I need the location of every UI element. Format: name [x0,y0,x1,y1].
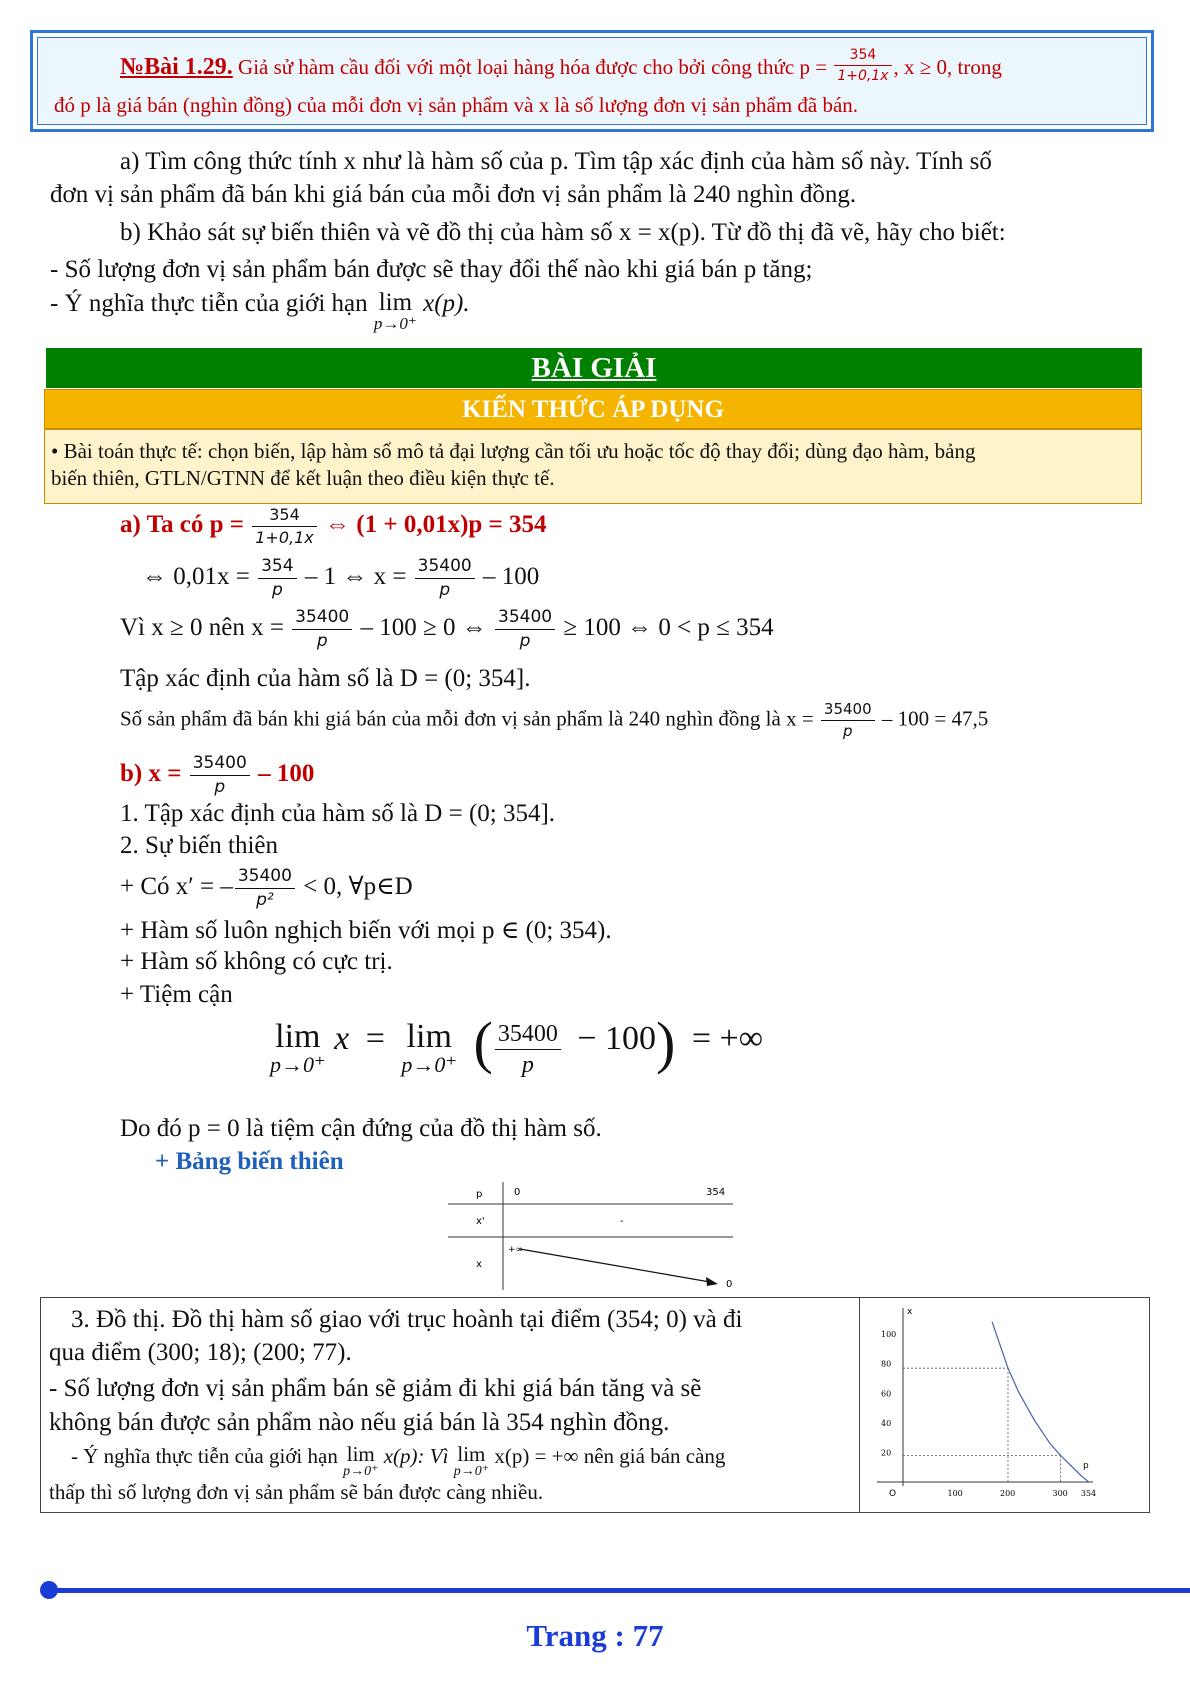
problem-line-2: đó p là giá bán (nghìn đồng) của mỗi đơn vị sản phẩm và x là số lượng đơn vị sản phẩm đã bán. [54,93,859,117]
bbt-p-start: 0 [514,1187,521,1198]
y-axis-label: x [907,1307,913,1317]
graph-text-3: - Số lượng đơn vị sản phẩm bán sẽ giảm đi khi giá bán tăng và sẽ [49,1375,702,1402]
solution-a-line-1: a) Ta có p = $\frac{354}{1+0,1x}$ ⇔ (1 + 0,01x)p = 354 [120,505,547,547]
bbt-title: + Bảng biến thiên [155,1148,344,1175]
knowledge-line-2: biến thiên, GTLN/GTNN để kết luận theo điều kiện thực tế. [51,466,555,490]
solution-a-line-3: Vì x ≥ 0 nên x = $\frac{35400}{p}$ – 100 ≥ 0 ⇔ $\frac{35400}{p}$ ≥ 100 ⇔ 0 < p ≤ 354 [120,607,774,651]
knowledge-box [44,429,1142,504]
solution-a-line-4: Tập xác định của hàm số là D = (0; 354]. [120,665,531,692]
solution-a-line-2: ⇔ 0,01x = $\frac{354}{p}$ – 1 ⇔ x = $\frac{35400}{p}$ – 100 [142,556,540,600]
x-tick-label: 354 [1080,1489,1097,1498]
solution-header: BÀI GIẢI [46,348,1142,388]
bbt-arrow [520,1249,710,1282]
origin-label: O [889,1489,897,1499]
graph-section [40,1297,1150,1513]
solution-b-step-6: + Tiệm cận [120,981,233,1008]
question-b-line-2: - Số lượng đơn vị sản phẩm bán được sẽ thay đổi thế nào khi giá bán p tăng; [50,256,813,283]
bbt-x-start: +∞ [508,1245,524,1255]
y-tick-label: 80 [881,1359,892,1369]
y-tick-label: 100 [881,1330,897,1340]
curve-point [1034,1419,1035,1420]
solution-b-step-2: 2. Sự biến thiên [120,832,278,859]
graph-text-2: qua điểm (300; 18); (200; 77). [49,1339,352,1366]
page-number: Trang : 77 [526,1618,664,1653]
x-tick-label: 300 [1052,1489,1068,1498]
solution-b-title: b) x = $\frac{35400}{p}$ – 100 [120,753,315,797]
curve-point [1070,1465,1071,1466]
graph-text-5: - Ý nghĩa thực tiễn của giới hạn lim p→0⁺ x(p): Vì lim p→0⁺ x(p) = +∞ nên giá bán càng [71,1442,726,1479]
curve-point [1018,1391,1019,1392]
curve-point [992,1322,993,1323]
y-tick-label: 60 [881,1389,892,1399]
curve-point [1081,1475,1082,1476]
bbt-arrow-head [706,1277,718,1286]
question-a-line-1: a) Tìm công thức tính x như là hàm số của p. Tìm tập xác định của hàm số này. Tính số [120,148,992,175]
solution-a-line-5: Số sản phẩm đã bán khi giá bán của mỗi đơn vị sản phẩm là 240 nghìn đồng là x = $\frac{35400}{p}$ – 100 = 47,5 [120,700,989,740]
curve-point [1007,1368,1008,1369]
graph-text-1: 3. Đồ thị. Đồ thị hàm số giao với trục hoành tại điểm (354; 0) và đi [71,1306,743,1333]
solution-b-derivative: + Có x′ = – $\frac{35400}{\text{p²}}$ < 0, ∀p∈D [120,866,413,910]
question-b-line-3: - Ý nghĩa thực tiễn của giới hạn lim p→0⁺ x(p). [50,289,470,333]
knowledge-line-1: • Bài toán thực tế: chọn biến, lập hàm số mô tả đại lượng cần tối ưu hoặc tốc độ thay đổi; dùng đạo hàm, bảng [51,439,976,463]
limit-formula: lim p→0⁺ x = lim p→0⁺ ( $\frac{35400}{p}$ − 100) = +∞ [270,1010,763,1078]
x-tick-label: 200 [1000,1489,1016,1498]
solution-b-step-1: 1. Tập xác định của hàm số là D = (0; 354]. [120,800,556,827]
curve-point [1060,1455,1061,1456]
limit-notation: lim p→0⁺ [373,289,417,333]
bbt-row-p: p [476,1189,483,1200]
x-axis-label: p [1083,1461,1089,1471]
function-graph [871,1304,1147,1508]
question-a-line-2: đơn vị sản phẩm đã bán khi giá bán của mỗi đơn vị sản phẩm là 240 nghìn đồng. [50,181,857,208]
bbt-x-end: 0 [726,1279,733,1290]
problem-box [30,30,1154,132]
y-tick-label: 40 [881,1418,892,1428]
bbt-sign: - [620,1216,624,1227]
graph-text-4: không bán được sản phẩm nào nếu giá bán là 354 nghìn đồng. [49,1409,670,1436]
question-b-line-1: b) Khảo sát sự biến thiên và vẽ đồ thị của hàm số x = x(p). Từ đồ thị đã vẽ, hãy cho biết: [120,219,1006,246]
y-tick-label: 20 [881,1448,892,1458]
curve-point [1088,1481,1089,1482]
asymptote-conclusion: Do đó p = 0 là tiệm cận đứng của đồ thị hàm số. [120,1115,602,1142]
solution-b-step-5: + Hàm số không có cực trị. [120,948,393,975]
problem-number: №Bài 1.29. [120,54,233,80]
problem-text-1b: , x ≥ 0, trong [893,55,1002,79]
bbt-p-end: 354 [706,1187,726,1198]
problem-line-1 [54,46,1002,84]
solution-b-step-4: + Hàm số luôn nghịch biến với mọi p ∈ (0; 354). [120,917,612,944]
problem-text-1: Giả sử hàm cầu đối với một loại hàng hóa được cho bởi công thức p = [238,55,833,79]
bbt-row-x: x [476,1259,482,1270]
problem-fraction: $\frac{354}{1+0,1x}$ [834,48,891,83]
bbt-row-xp: x' [476,1216,485,1227]
x-tick-label: 100 [947,1489,963,1498]
function-curve [992,1322,1089,1482]
graph-text-6: thấp thì số lượng đơn vị sản phẩm sẽ bán được càng nhiều. [49,1480,544,1504]
knowledge-header: KIẾN THỨC ÁP DỤNG [44,389,1142,429]
curve-point [1049,1443,1050,1444]
variation-table [448,1182,738,1290]
footer-line [46,1588,1190,1593]
